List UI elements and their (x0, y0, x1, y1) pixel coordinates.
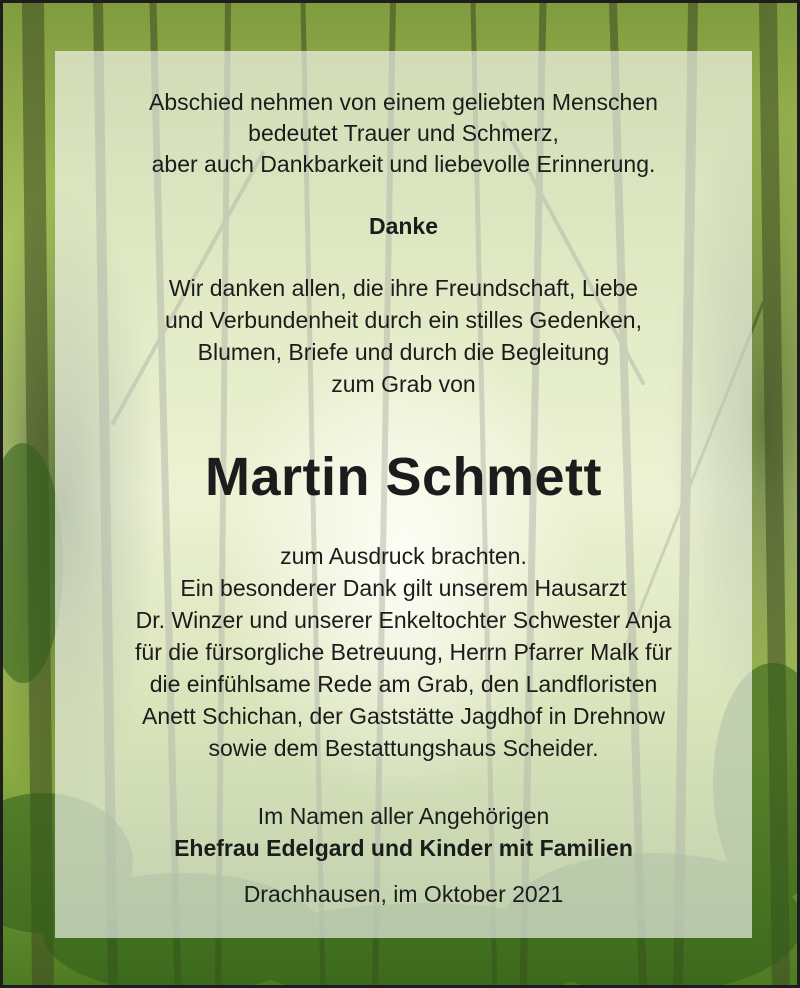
closing-line-1: zum Ausdruck brachten. (280, 543, 527, 569)
intro-line-1: Abschied nehmen von einem geliebten Menschen (149, 89, 658, 115)
place-date: Drachhausen, im Oktober 2021 (243, 881, 564, 907)
intro-line-3: aber auch Dankbarkeit und liebevolle Erinnerung. (151, 151, 656, 177)
family-signature: Ehefrau Edelgard und Kinder mit Familien (174, 835, 633, 861)
thanks-line-4: zum Grab von (331, 371, 476, 397)
on-behalf-line: Im Namen aller Angehörigen (257, 803, 550, 829)
heading-danke: Danke (368, 213, 439, 239)
thanks-line-3: Blumen, Briefe und durch die Begleitung (197, 339, 610, 365)
thanks-line-2: und Verbundenheit durch ein stilles Gedenken, (165, 307, 642, 333)
closing-line-5: die einfühlsame Rede am Grab, den Landfloristen (149, 671, 658, 697)
closing-line-2: Ein besonderer Dank gilt unserem Hausarzt (180, 575, 627, 601)
closing-line-3: Dr. Winzer und unserer Enkeltochter Schwester Anja (135, 607, 672, 633)
deceased-name: Martin Schmett (204, 447, 603, 507)
closing-line-4: für die fürsorgliche Betreuung, Herrn Pfarrer Malk für (135, 639, 672, 665)
closing-line-7: sowie dem Bestattungshaus Scheider. (208, 735, 599, 761)
thanks-line-1: Wir danken allen, die ihre Freundschaft, Liebe (168, 275, 639, 301)
closing-line-6: Anett Schichan, der Gaststätte Jagdhof in Drehnow (142, 703, 665, 729)
intro-line-2: bedeutet Trauer und Schmerz, (248, 120, 559, 146)
